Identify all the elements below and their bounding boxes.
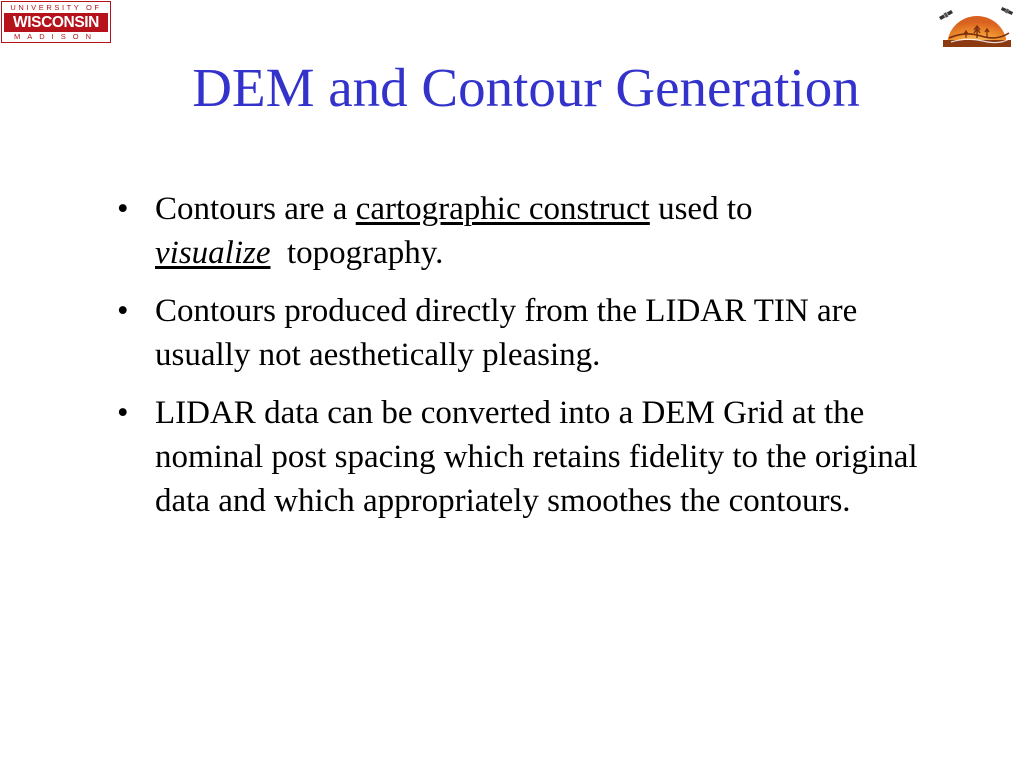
underlined-term-cartographic-construct: cartographic construct (355, 191, 650, 227)
slide-title: DEM and Contour Generation (192, 57, 860, 118)
bullet-marker: • (117, 191, 129, 227)
sunset-landscape-satellite-icon (937, 2, 1017, 48)
logo-bottom-text: MADISON (13, 32, 98, 41)
underlined-italic-term-visualize: visualize (155, 235, 271, 271)
bullet-text: Contours produced directly from the LIDAR TIN are usually not aesthetically pleasing. (155, 293, 858, 373)
logo-main-text: WISCONSIN (4, 13, 108, 32)
bullet-marker: • (117, 395, 129, 431)
bullet-text-segment: Contours are a (155, 191, 356, 227)
logo-top-text: UNIVERSITY OF (10, 3, 102, 12)
bullet-list (108, 187, 938, 537)
bullet-marker: • (117, 293, 129, 329)
bullet-item-lidar-tin (108, 289, 938, 377)
bullet-text-segment: used to (649, 191, 753, 227)
bullet-item-dem-grid (108, 391, 938, 523)
university-of-wisconsin-logo (1, 1, 111, 43)
bullet-text: LIDAR data can be converted into a DEM Grid at the nominal post spacing which retains fidelity to the original data and which appropriately smoothes the contours. (155, 395, 918, 519)
bullet-text-segment: topography. (270, 235, 444, 271)
bullet-item-contours-construct (108, 187, 938, 275)
